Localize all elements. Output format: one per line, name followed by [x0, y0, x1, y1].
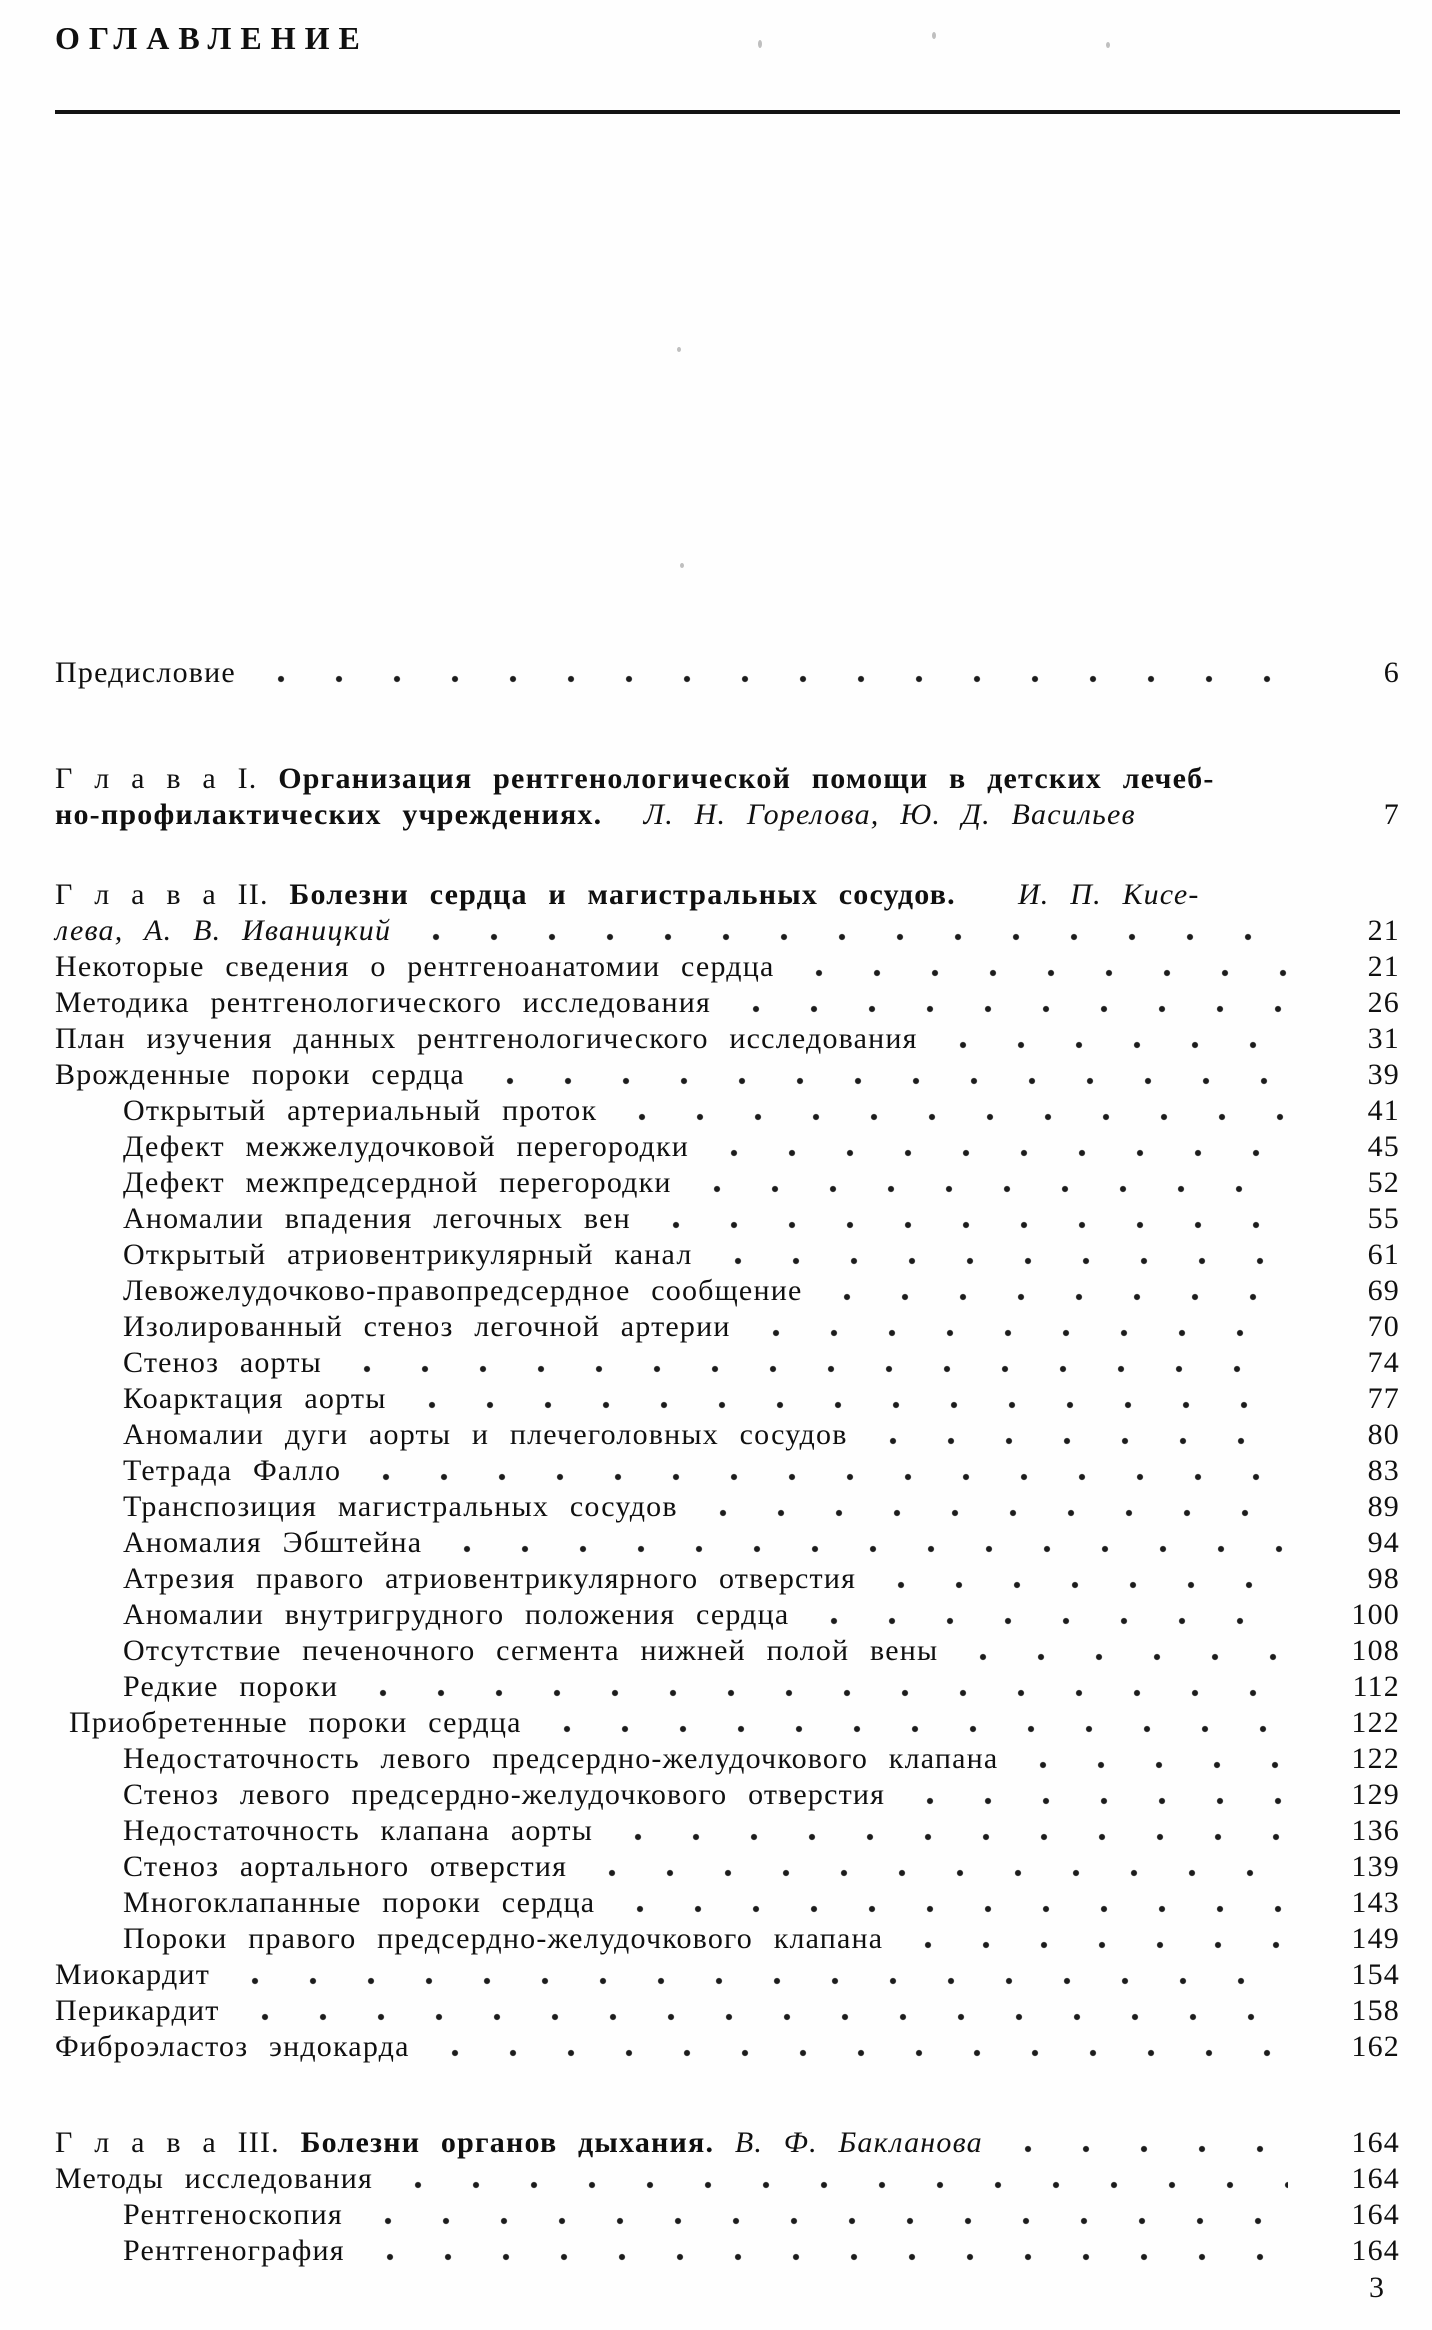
- dot-leader: [727, 1003, 1288, 1015]
- toc-list: [55, 655, 1400, 2269]
- toc-entry-title: [55, 797, 1136, 833]
- dot-leader: [611, 1903, 1288, 1915]
- dot-leader: [647, 1219, 1288, 1231]
- entry: [55, 2233, 1400, 2269]
- toc-entry-title: [123, 1849, 567, 1885]
- toc-entry-page: 26: [1367, 986, 1400, 1019]
- toc-entry-page: 98: [1367, 1562, 1400, 1595]
- entry: [55, 1561, 1400, 1597]
- dot-leader: [705, 1147, 1288, 1159]
- dot-leader: [481, 1075, 1288, 1087]
- toc-entry-text: Атрезия правого атриовентрикулярного отверстия: [123, 1562, 857, 1595]
- chapter-1-line-1: [55, 761, 1400, 797]
- entry: [55, 1921, 1400, 1957]
- toc-entry-page: 69: [1367, 1274, 1400, 1307]
- toc-entry-text: Болезни сердца и магистральных сосудов.: [289, 878, 956, 911]
- toc-entry-text: Недостаточность левого предсердно-желудочкового клапана: [123, 1742, 999, 1775]
- footer-page-number: 3: [1369, 2271, 1384, 2304]
- toc-entry-page: 158: [1351, 1994, 1400, 2027]
- entry: [55, 1885, 1400, 1921]
- toc-entry-title: [55, 655, 236, 691]
- toc-entry-page: 70: [1367, 1310, 1400, 1343]
- toc-entry-title: [123, 1309, 731, 1345]
- toc-entry-text: Организация рентгенологической помощи в детских лечеб-: [278, 762, 1215, 795]
- scan-artifact: [758, 40, 762, 48]
- toc-entry-text: Некоторые сведения о рентгеноанатомии сердца: [55, 950, 775, 983]
- toc-entry-text: Аномалия Эбштейна: [123, 1526, 423, 1559]
- chapter-2-line-1: [55, 877, 1400, 913]
- toc-entry-text: Врожденные пороки сердца: [55, 1058, 465, 1091]
- toc-entry-page: 164: [1351, 2126, 1400, 2159]
- toc-entry-text: Болезни органов дыхания.: [300, 2126, 715, 2159]
- toc-entry-page: 45: [1367, 1130, 1400, 1163]
- toc-entry-title: [123, 1237, 693, 1273]
- toc-entry-page: 31: [1367, 1022, 1400, 1055]
- toc-entry-title: [55, 877, 1200, 913]
- entry: [55, 1777, 1400, 1813]
- toc-entry-page: 89: [1367, 1490, 1400, 1523]
- toc-entry-page: 139: [1351, 1850, 1400, 1883]
- entry: [55, 1741, 1400, 1777]
- scan-artifact: [680, 563, 684, 568]
- dot-leader: [818, 1291, 1288, 1303]
- page-header-title: ОГЛАВЛЕНИЕ: [55, 20, 369, 56]
- leader-spacer: [1216, 895, 1288, 907]
- entry: [55, 1597, 1400, 1633]
- toc-entry-text: Г л а в а I.: [55, 762, 279, 795]
- toc-entry-page: 41: [1367, 1094, 1400, 1127]
- toc-entry-title: [123, 1273, 802, 1309]
- toc-entry-text: Открытый артериальный проток: [123, 1094, 598, 1127]
- toc-entry-text: Перикардит: [55, 1994, 220, 2027]
- toc-entry-page: 154: [1351, 1958, 1400, 1991]
- toc-entry-title: [123, 1777, 885, 1813]
- entry: [55, 1309, 1400, 1345]
- toc-entry-text: Пороки правого предсердно-желудочкового клапана: [123, 1922, 884, 1955]
- toc-entry-page: 21: [1367, 950, 1400, 983]
- toc-entry-text: Стеноз аортального отверстия: [123, 1850, 568, 1883]
- toc-entry-page: 122: [1351, 1742, 1400, 1775]
- toc-entry-text: Л. Н. Горелова, Ю. Д. Васильев: [602, 798, 1136, 831]
- toc-entry-title: [123, 1381, 387, 1417]
- toc-entry-title: [69, 1705, 522, 1741]
- toc-entry-title: [55, 2125, 983, 2161]
- toc-entry-text: Многоклапанные пороки сердца: [123, 1886, 596, 1919]
- toc-entry-title: [123, 1417, 848, 1453]
- entry: [55, 1993, 1400, 2029]
- entry: [55, 1165, 1400, 1201]
- entry: [55, 2161, 1400, 2197]
- toc-entry-text: План изучения данных рентгенологического исследования: [55, 1022, 918, 1055]
- entry: [55, 2197, 1400, 2233]
- toc-entry-title: [55, 2161, 373, 2197]
- chapter-2-line-2: [55, 913, 1400, 949]
- dot-leader: [872, 1579, 1288, 1591]
- toc-entry-title: [123, 1741, 998, 1777]
- toc-entry-title: [123, 1345, 322, 1381]
- toc-entry-text: Г л а в а III.: [55, 2126, 301, 2159]
- entry: [55, 1525, 1400, 1561]
- toc-entry-page: 52: [1367, 1166, 1400, 1199]
- toc-entry-page: 164: [1351, 2234, 1400, 2267]
- toc-entry-text: Аномалии дуги аорты и плечеголовных сосудов: [123, 1418, 848, 1451]
- toc-entry-page: 83: [1367, 1454, 1400, 1487]
- toc-entry-title: [123, 1813, 593, 1849]
- dot-leader: [426, 2047, 1288, 2059]
- dot-leader: [613, 1111, 1288, 1123]
- toc-entry-text: лева, А. В. Иваницкий: [55, 914, 392, 947]
- entry: [55, 1273, 1400, 1309]
- dot-leader: [999, 2143, 1288, 2155]
- toc-entry-title: [123, 1453, 341, 1489]
- toc-entry-text: Фиброэластоз эндокарда: [55, 2030, 410, 2063]
- entry: [55, 1345, 1400, 1381]
- toc-entry-page: 61: [1367, 1238, 1400, 1271]
- entry: [55, 1237, 1400, 1273]
- toc-entry-page: 162: [1351, 2030, 1400, 2063]
- toc-entry-text: Левожелудочково-правопредсердное сообщение: [123, 1274, 803, 1307]
- dot-leader: [747, 1327, 1288, 1339]
- dot-leader: [709, 1255, 1289, 1267]
- toc-entry-text: И. П. Кисе-: [955, 878, 1200, 911]
- toc-entry-text: Транспозиция магистральных сосудов: [123, 1490, 678, 1523]
- dot-leader: [354, 1687, 1288, 1699]
- dot-leader: [403, 1399, 1288, 1411]
- toc-entry-text: Предисловие: [55, 656, 236, 689]
- toc-entry-page: 143: [1351, 1886, 1400, 1919]
- toc-entry-text: Открытый атриовентрикулярный канал: [123, 1238, 693, 1271]
- toc-entry-title: [55, 913, 391, 949]
- scan-artifact: [932, 32, 936, 39]
- entry: [55, 1489, 1400, 1525]
- toc-entry-page: 21: [1367, 914, 1400, 947]
- toc-entry-page: 129: [1351, 1778, 1400, 1811]
- toc-entry-text: Редкие пороки: [123, 1670, 339, 1703]
- toc-entry-page: 77: [1367, 1382, 1400, 1415]
- dot-leader: [1014, 1759, 1288, 1771]
- chapter-3-line-1: [55, 2125, 1400, 2161]
- dot-leader: [954, 1651, 1288, 1663]
- dot-leader: [901, 1795, 1288, 1807]
- dot-leader: [236, 2011, 1288, 2023]
- toc-entry-title: [123, 1165, 672, 1201]
- toc-entry-text: В. Ф. Бакланова: [714, 2126, 983, 2159]
- toc-entry-title: [123, 1201, 631, 1237]
- entry: [55, 1417, 1400, 1453]
- toc-entry-text: Приобретенные пороки сердца: [69, 1706, 522, 1739]
- toc-entry-title: [123, 1489, 678, 1525]
- dot-leader: [338, 1363, 1288, 1375]
- entry: [55, 1093, 1400, 1129]
- toc-entry-text: Тетрада Фалло: [123, 1454, 342, 1487]
- toc-entry-title: [55, 1993, 220, 2029]
- toc-entry-title: [55, 1057, 465, 1093]
- toc-entry-text: Аномалии внутригрудного положения сердца: [123, 1598, 790, 1631]
- toc-entry-page: 39: [1367, 1058, 1400, 1091]
- toc-entry-title: [55, 761, 1215, 797]
- dot-leader: [694, 1507, 1288, 1519]
- scan-artifact: [677, 347, 681, 352]
- toc-entry-title: [55, 949, 774, 985]
- toc-entry-text: Методика рентгенологического исследования: [55, 986, 712, 1019]
- dot-leader: [252, 673, 1288, 685]
- entry: [55, 1381, 1400, 1417]
- dot-leader: [226, 1975, 1288, 1987]
- toc-entry-text: Коарктация аорты: [123, 1382, 387, 1415]
- toc-entry-page: 136: [1351, 1814, 1400, 1847]
- toc-entry-page: 94: [1367, 1526, 1400, 1559]
- dot-leader: [790, 967, 1288, 979]
- toc-entry-text: Рентгенография: [123, 2234, 345, 2267]
- entry: [55, 1633, 1400, 1669]
- toc-entry-title: [123, 1669, 338, 1705]
- entry: [55, 1957, 1400, 1993]
- dot-leader: [899, 1939, 1288, 1951]
- entry: [55, 1813, 1400, 1849]
- toc-entry-page: 112: [1352, 1670, 1400, 1703]
- toc-entry-title: [123, 2197, 343, 2233]
- entry: [55, 985, 1400, 1021]
- toc-entry-page: 55: [1367, 1202, 1400, 1235]
- toc-entry-text: Недостаточность клапана аорты: [123, 1814, 594, 1847]
- toc-entry-title: [123, 2233, 345, 2269]
- toc-entry-title: [123, 1561, 856, 1597]
- entry: [55, 1453, 1400, 1489]
- toc-entry-title: [123, 1885, 595, 1921]
- dot-leader: [438, 1543, 1288, 1555]
- toc-entry-page: 80: [1367, 1418, 1400, 1451]
- toc-entry-text: Изолированный стеноз легочной артерии: [123, 1310, 731, 1343]
- toc-entry-page: 164: [1351, 2198, 1400, 2231]
- toc-entry-text: Г л а в а II.: [55, 878, 290, 911]
- toc-entry-page: 74: [1367, 1346, 1400, 1379]
- dot-leader: [357, 1471, 1288, 1483]
- toc-entry-text: Аномалии впадения легочных вен: [123, 1202, 631, 1235]
- entry-preface: [55, 655, 1400, 691]
- toc-entry-title: [55, 985, 711, 1021]
- leader-spacer: [1152, 815, 1288, 827]
- toc-entry-text: Дефект межжелудочковой перегородки: [123, 1130, 690, 1163]
- dot-leader: [538, 1723, 1288, 1735]
- toc-entry-page: 7: [1383, 798, 1400, 831]
- toc-entry-title: [123, 1633, 938, 1669]
- dot-leader: [583, 1867, 1288, 1879]
- dot-leader: [609, 1831, 1288, 1843]
- dot-leader: [688, 1183, 1288, 1195]
- dot-leader: [934, 1039, 1288, 1051]
- toc-entry-text: Рентгеноскопия: [123, 2198, 343, 2231]
- toc-entry-title: [55, 1957, 210, 1993]
- scan-artifact: [1106, 42, 1110, 48]
- toc-entry-page: 149: [1351, 1922, 1400, 1955]
- dot-leader: [407, 931, 1288, 943]
- toc-entry-title: [123, 1093, 597, 1129]
- toc-entry-title: [55, 1021, 918, 1057]
- toc-entry-title: [123, 1129, 689, 1165]
- toc-entry-page: 122: [1351, 1706, 1400, 1739]
- toc-entry-page: 164: [1351, 2162, 1400, 2195]
- dot-leader: [361, 2251, 1288, 2263]
- toc-entry-title: [55, 2029, 410, 2065]
- toc-entry-title: [123, 1921, 883, 1957]
- toc-entry-text: Отсутствие печеночного сегмента нижней полой вены: [123, 1634, 939, 1667]
- toc-entry-text: Миокардит: [55, 1958, 210, 1991]
- dot-leader: [805, 1615, 1288, 1627]
- toc-entry-text: Дефект межпредсердной перегородки: [123, 1166, 672, 1199]
- header-rule: [55, 110, 1400, 114]
- entry: [55, 949, 1400, 985]
- entry: [55, 1849, 1400, 1885]
- entry: [55, 2029, 1400, 2065]
- entry: [55, 1705, 1400, 1741]
- entry: [55, 1201, 1400, 1237]
- toc-entry-text: Стеноз левого предсердно-желудочкового отверстия: [123, 1778, 886, 1811]
- entry: [55, 1129, 1400, 1165]
- toc-entry-page: 108: [1351, 1634, 1400, 1667]
- toc-entry-title: [123, 1525, 422, 1561]
- toc-entry-title: [123, 1597, 789, 1633]
- toc-entry-text: Стеноз аорты: [123, 1346, 323, 1379]
- toc-entry-page: 6: [1383, 656, 1400, 689]
- entry: [55, 1669, 1400, 1705]
- entry: [55, 1057, 1400, 1093]
- entry: [55, 1021, 1400, 1057]
- dot-leader: [389, 2179, 1288, 2191]
- leader-spacer: [1231, 779, 1288, 791]
- dot-leader: [359, 2215, 1288, 2227]
- toc-entry-text: но-профилактических учреждениях.: [55, 798, 603, 831]
- chapter-1-line-2: [55, 797, 1400, 833]
- toc-entry-page: 100: [1351, 1598, 1400, 1631]
- dot-leader: [864, 1435, 1288, 1447]
- toc-entry-text: Методы исследования: [55, 2162, 373, 2195]
